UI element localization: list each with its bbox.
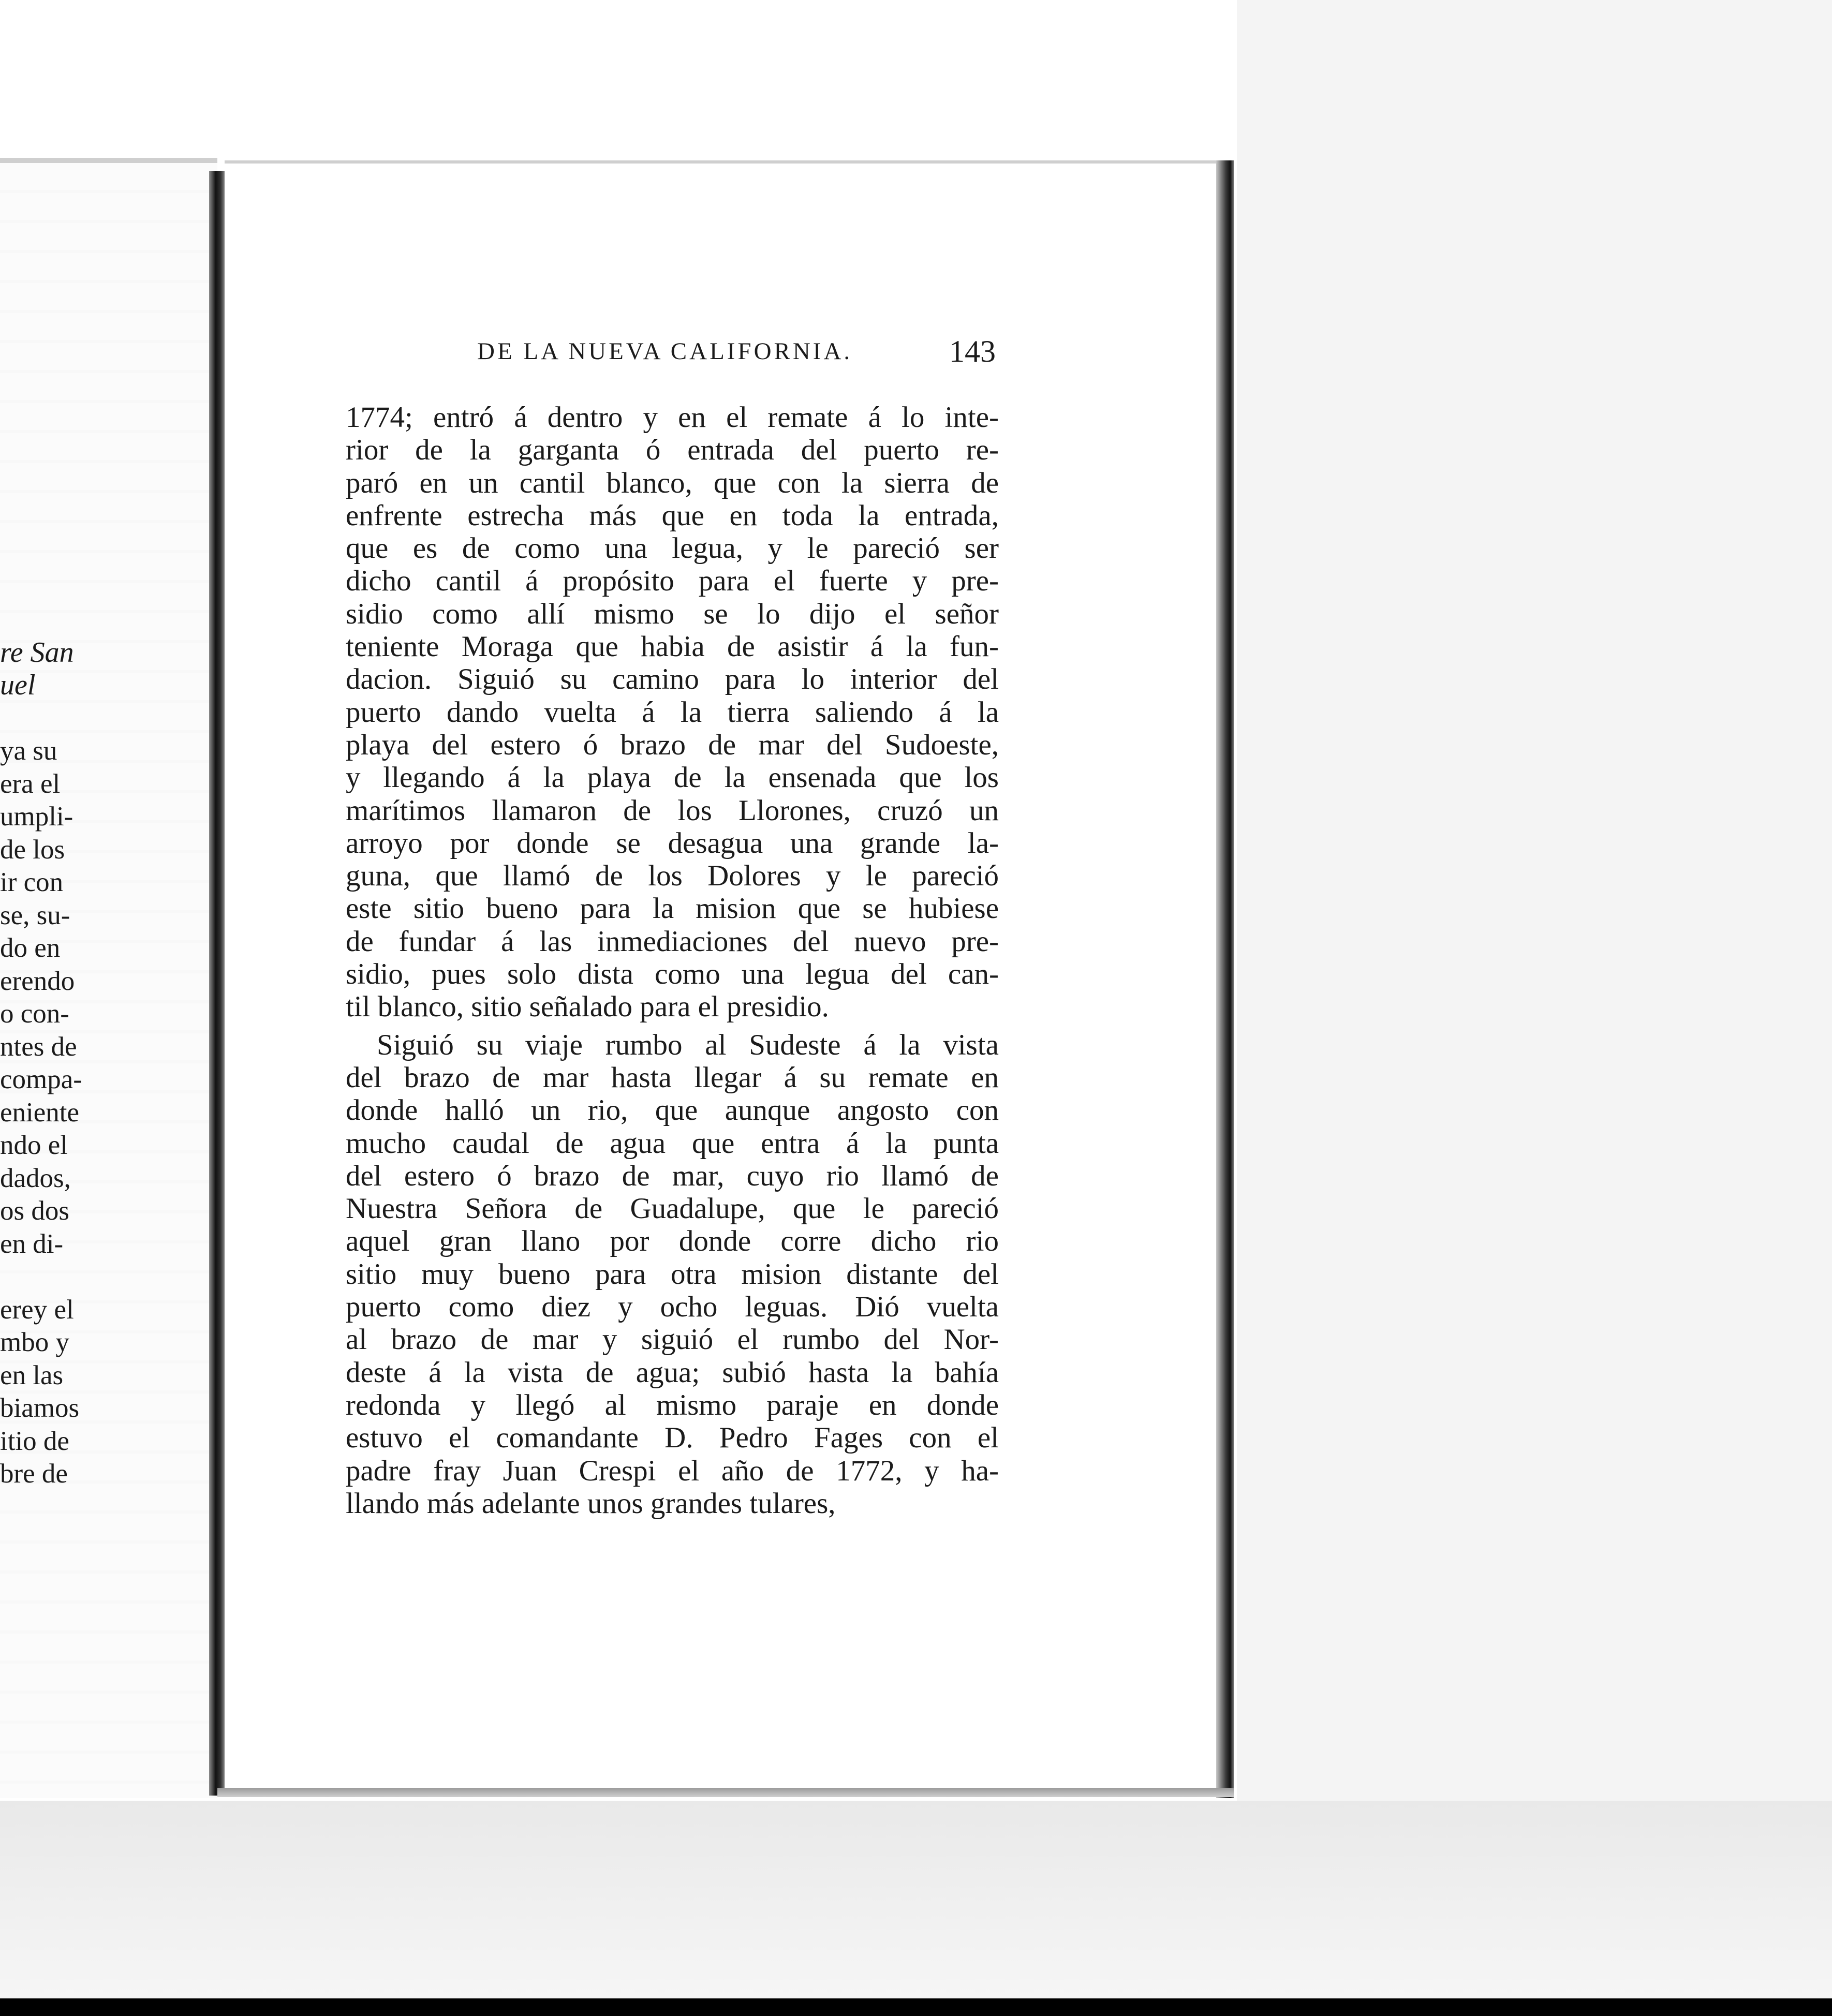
- left-page-line: o con-: [0, 999, 69, 1029]
- left-page-line: bre de: [0, 1459, 68, 1489]
- body-text: [346, 401, 999, 1520]
- left-page-line: ndo el: [0, 1130, 68, 1160]
- text-line: Nuestra Señora de Guadalupe, que le pareció: [346, 1192, 999, 1225]
- left-page-line: re San: [0, 636, 74, 669]
- paragraph-1: [346, 401, 999, 1024]
- scanner-bed: [0, 1801, 1832, 2016]
- left-page-line: en di-: [0, 1228, 64, 1259]
- text-line: redonda y llegó al mismo paraje en donde: [346, 1388, 999, 1421]
- left-page-line: dados,: [0, 1163, 71, 1193]
- text-line: al brazo de mar y siguió el rumbo del Nor-: [346, 1323, 999, 1356]
- text-line: llando más adelante unos grandes tulares,: [346, 1487, 836, 1520]
- left-page-line: uel: [0, 669, 36, 701]
- left-page-line: mbo y: [0, 1327, 69, 1357]
- text-line: mucho caudal de agua que entra á la punta: [346, 1126, 999, 1160]
- text-line: marítimos llamaron de los Llorones, cruzó un: [346, 794, 999, 827]
- left-page-line: [0, 702, 98, 735]
- text-line: que es de como una legua, y le pareció ser: [346, 532, 999, 565]
- text-line: paró en un cantil blanco, que con la sierra de: [346, 466, 999, 499]
- text-line: estuvo el comandante D. Pedro Fages con el: [346, 1421, 999, 1455]
- left-page-line: [0, 1261, 98, 1294]
- text-line: Siguió su viaje rumbo al Sudeste á la vista: [377, 1028, 999, 1061]
- text-line: arroyo por donde se desagua una grande la-: [346, 826, 999, 859]
- left-page-line: [0, 603, 98, 636]
- text-line: 1774; entró á dentro y en el remate á lo inte-: [346, 401, 999, 434]
- left-page-line: erey el: [0, 1294, 74, 1325]
- left-page-line: ya su: [0, 736, 57, 766]
- left-page-line: ntes de: [0, 1031, 77, 1062]
- text-line: donde halló un rio, que aunque angosto con: [346, 1094, 999, 1127]
- left-page-line: [0, 571, 98, 604]
- text-line: dicho cantil á propósito para el fuerte y pre-: [346, 565, 999, 598]
- left-page-line: en las: [0, 1360, 64, 1390]
- left-page-line: [0, 406, 98, 439]
- left-page-line: itio de: [0, 1426, 69, 1456]
- text-line: dacion. Siguió su camino para lo interior del: [346, 663, 999, 696]
- paragraph-2: [346, 1029, 999, 1520]
- left-page-line: [0, 538, 98, 571]
- page-stack-edge: [1216, 160, 1234, 1798]
- left-page-line: [0, 505, 98, 538]
- text-line: enfrente estrecha más que en toda la entrada,: [346, 499, 999, 532]
- text-line: sidio, pues solo dista como una legua del can-: [346, 958, 999, 991]
- left-page-line: era el: [0, 768, 61, 799]
- text-line: teniente Moraga que habia de asistir á la fun-: [346, 630, 999, 663]
- left-page-line: de los: [0, 834, 65, 865]
- left-page-line: os dos: [0, 1196, 70, 1226]
- text-line: guna, que llamó de los Dolores y le pareció: [346, 859, 999, 893]
- left-page-line: se, su-: [0, 900, 70, 930]
- text-line: padre fray Juan Crespi el año de 1772, y ha-: [346, 1454, 999, 1487]
- left-page-line: [0, 439, 98, 472]
- left-page-line: biamos: [0, 1393, 80, 1423]
- left-page-line: [0, 472, 98, 505]
- text-line: rior de la garganta ó entrada del puerto re-: [346, 434, 999, 467]
- page-number: 143: [949, 334, 996, 368]
- left-page-line: ir con: [0, 867, 64, 897]
- scan-border: [0, 1998, 1832, 2016]
- text-line: deste á la vista de agua; subió hasta la bahía: [346, 1356, 999, 1389]
- book-spine-gutter: [209, 171, 226, 1796]
- text-line: playa del estero ó brazo de mar del Sudoeste,: [346, 728, 999, 761]
- text-line: puerto como diez y ocho leguas. Dió vuelta: [346, 1291, 999, 1324]
- running-head: DE LA NUEVA CALIFORNIA.: [477, 338, 853, 365]
- left-page-line: do en: [0, 933, 61, 963]
- page-bottom-edge: [217, 1788, 1234, 1797]
- left-page-line: umpli-: [0, 802, 73, 832]
- left-page-text-fragments: [0, 406, 98, 1491]
- text-line: de fundar á las inmediaciones del nuevo pre-: [346, 925, 999, 958]
- text-line: y llegando á la playa de la ensenada que los: [346, 761, 999, 794]
- text-line: este sitio bueno para la mision que se hubiese: [346, 892, 999, 925]
- text-line: puerto dando vuelta á la tierra saliendo á la: [346, 695, 999, 729]
- text-line: sitio muy bueno para otra mision distante del: [346, 1257, 999, 1291]
- left-facing-page: [0, 158, 217, 1798]
- left-page-line: eniente: [0, 1097, 80, 1128]
- text-line: aquel gran llano por donde corre dicho rio: [346, 1225, 999, 1258]
- text-line: sidio como allí mismo se lo dijo el señor: [346, 597, 999, 630]
- text-line: del brazo de mar hasta llegar á su remate en: [346, 1061, 999, 1094]
- left-page-line: compa-: [0, 1064, 82, 1094]
- background-surface: [1237, 0, 1832, 2016]
- text-line: til blanco, sitio señalado para el presidio.: [346, 990, 829, 1024]
- text-line: del estero ó brazo de mar, cuyo rio llamó de: [346, 1159, 999, 1192]
- left-page-line: erendo: [0, 966, 75, 996]
